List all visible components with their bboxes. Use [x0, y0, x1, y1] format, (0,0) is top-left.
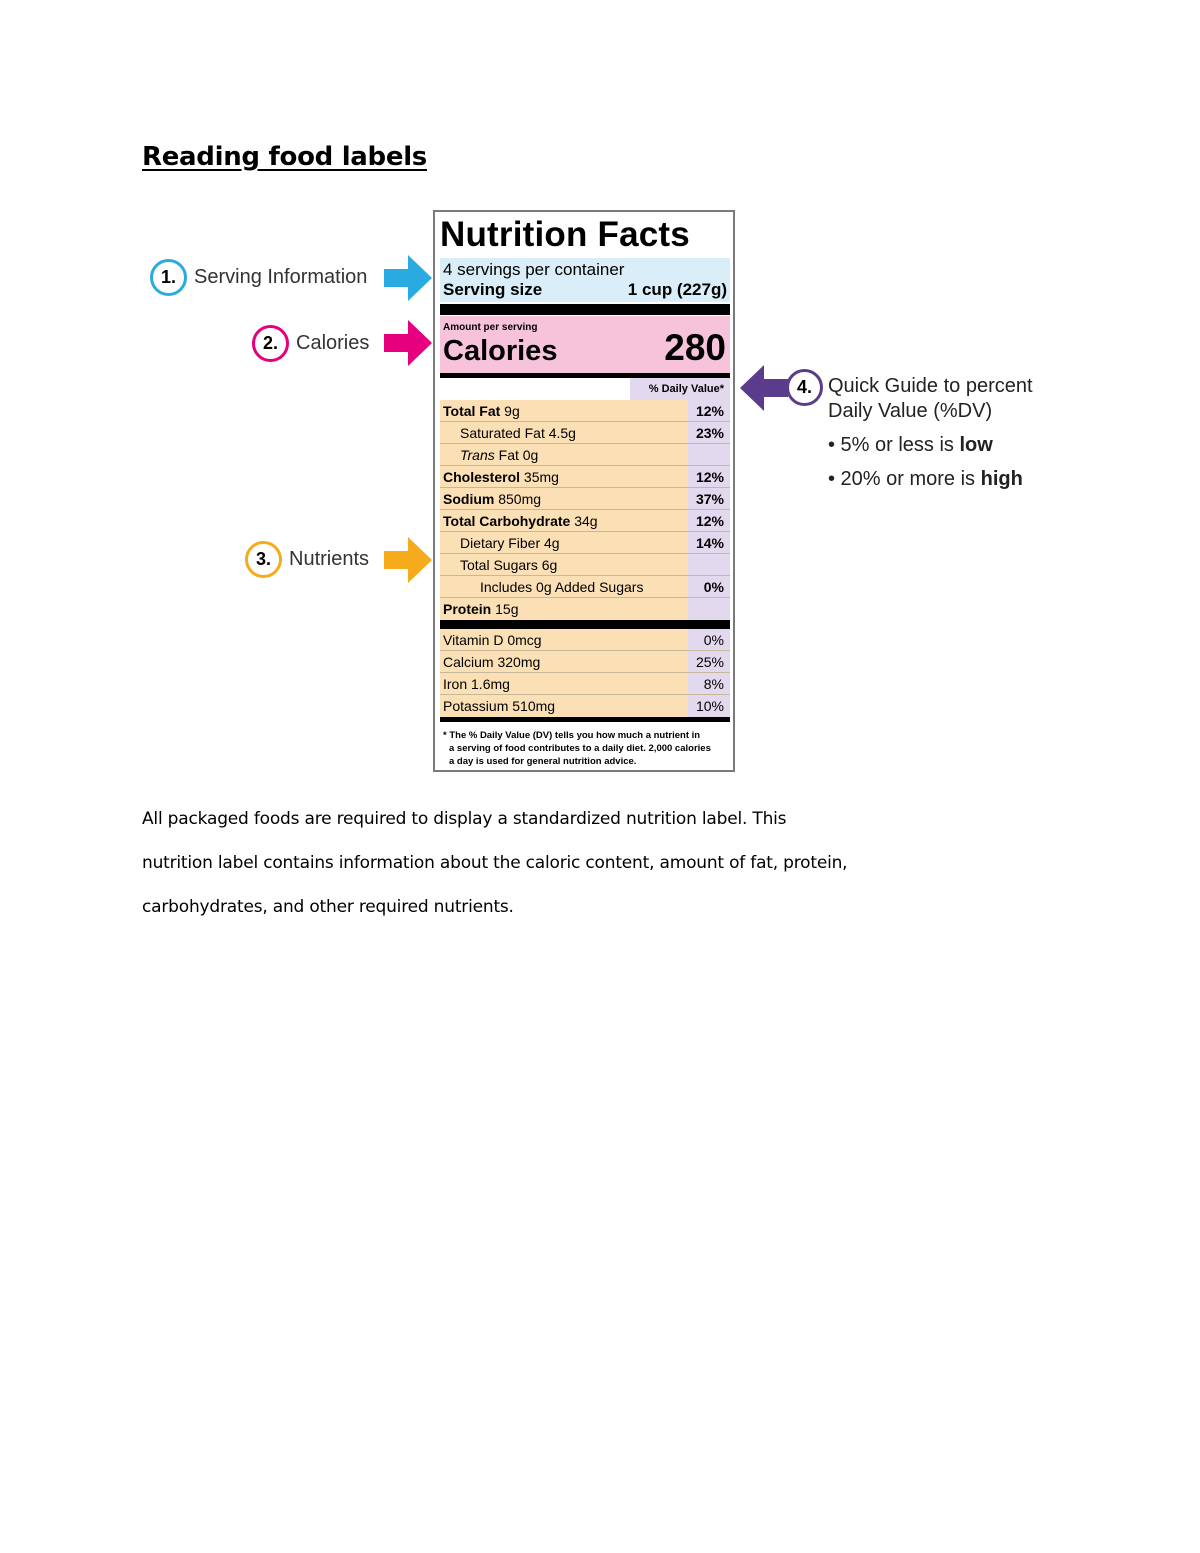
calories-band	[440, 316, 730, 373]
nutrient-row: Protein 15g	[440, 598, 730, 620]
vitamin-percent: 10%	[695, 698, 724, 714]
callout-quick-guide	[786, 369, 823, 406]
serving-size-value: 1 cup (227g)	[627, 280, 727, 299]
vitamin-percent: 8%	[703, 676, 724, 692]
arrow-right-icon	[384, 537, 432, 583]
nutrient-row: Cholesterol 35mg 12%	[440, 466, 730, 488]
nutrient-percent: 12%	[695, 469, 724, 485]
calories-value: 280	[664, 327, 726, 368]
callout-label-3: Nutrients	[289, 548, 370, 570]
vitamin-row: Iron 1.6mg 8%	[440, 673, 730, 695]
callout-number-1: 1.	[150, 259, 187, 296]
callout-number-2: 2.	[252, 325, 289, 362]
nutrient-row: Trans Fat 0g	[440, 444, 730, 466]
amount-per-serving: Amount per serving	[443, 322, 538, 333]
nutrient-percent: 12%	[695, 403, 724, 419]
vitamin-row: Vitamin D 0mcg 0%	[440, 629, 730, 651]
callout-number-4: 4.	[786, 369, 823, 406]
guide-line-2: Daily Value (%DV)	[828, 400, 993, 422]
footnote-divider	[440, 717, 730, 722]
calories-label: Calories	[443, 335, 558, 367]
nutrient-row: Saturated Fat 4.5g 23%	[440, 422, 730, 444]
quick-guide-text	[828, 374, 1088, 492]
daily-value-footnote: * The % Daily Value (DV) tells you how much a nutrient in a serving of food contributes to a daily diet. 2,000 calories a day is used for general nutrition advice.	[443, 730, 711, 767]
arrow-right-icon	[384, 320, 432, 366]
paragraph-line: nutrition label contains information about the caloric content, amount of fat, protein,	[142, 853, 848, 873]
guide-bullet-high: • 20% or more is high	[828, 468, 1023, 490]
serving-size-label: Serving size	[443, 280, 543, 299]
arrow-right-icon	[384, 255, 432, 301]
vitamin-percent: 0%	[703, 632, 724, 648]
callout-label-2: Calories	[296, 332, 370, 354]
nutrient-row: Sodium 850mg 37%	[440, 488, 730, 510]
nutrient-percent: 12%	[695, 513, 724, 529]
daily-value-header-text: % Daily Value*	[648, 383, 724, 395]
nutrient-percent: 14%	[695, 535, 724, 551]
vitamin-row: Calcium 320mg 25%	[440, 651, 730, 673]
nutrient-row: Total Fat 9g 12%	[440, 400, 730, 422]
arrow-left-icon	[740, 365, 788, 411]
nutrient-percent: 37%	[695, 491, 724, 507]
serving-information-band	[440, 258, 730, 302]
paragraph-line: carbohydrates, and other required nutrients.	[142, 897, 514, 917]
callout-number-3: 3.	[245, 541, 282, 578]
vitamin-divider	[440, 620, 730, 629]
servings-per-container: 4 servings per container	[443, 260, 625, 279]
callout-nutrients	[245, 541, 369, 578]
callout-serving-information	[150, 259, 367, 296]
guide-bullet-low: • 5% or less is low	[828, 434, 993, 456]
thick-divider	[440, 304, 730, 315]
nutrient-row: Total Sugars 6g	[440, 554, 730, 576]
nutrition-facts-label	[433, 210, 735, 772]
label-title: Nutrition Facts	[440, 215, 690, 254]
guide-line-1: Quick Guide to percent	[828, 375, 1033, 397]
nutrient-row: Dietary Fiber 4g 14%	[440, 532, 730, 554]
daily-value-header	[630, 378, 730, 400]
vitamin-row: Potassium 510mg 10%	[440, 695, 730, 717]
document-title: Reading food labels	[142, 142, 427, 172]
nutrient-percent: 0%	[703, 579, 724, 595]
nutrient-row: Total Carbohydrate 34g 12%	[440, 510, 730, 532]
nutrient-percent: 23%	[695, 425, 724, 441]
nutrient-list	[440, 400, 730, 722]
vitamin-percent: 25%	[695, 654, 724, 670]
callout-label-1: Serving Information	[194, 266, 368, 288]
callout-calories	[252, 325, 369, 362]
nutrient-row: Includes 0g Added Sugars 0%	[440, 576, 730, 598]
paragraph-line: All packaged foods are required to display a standardized nutrition label. This	[142, 809, 787, 829]
